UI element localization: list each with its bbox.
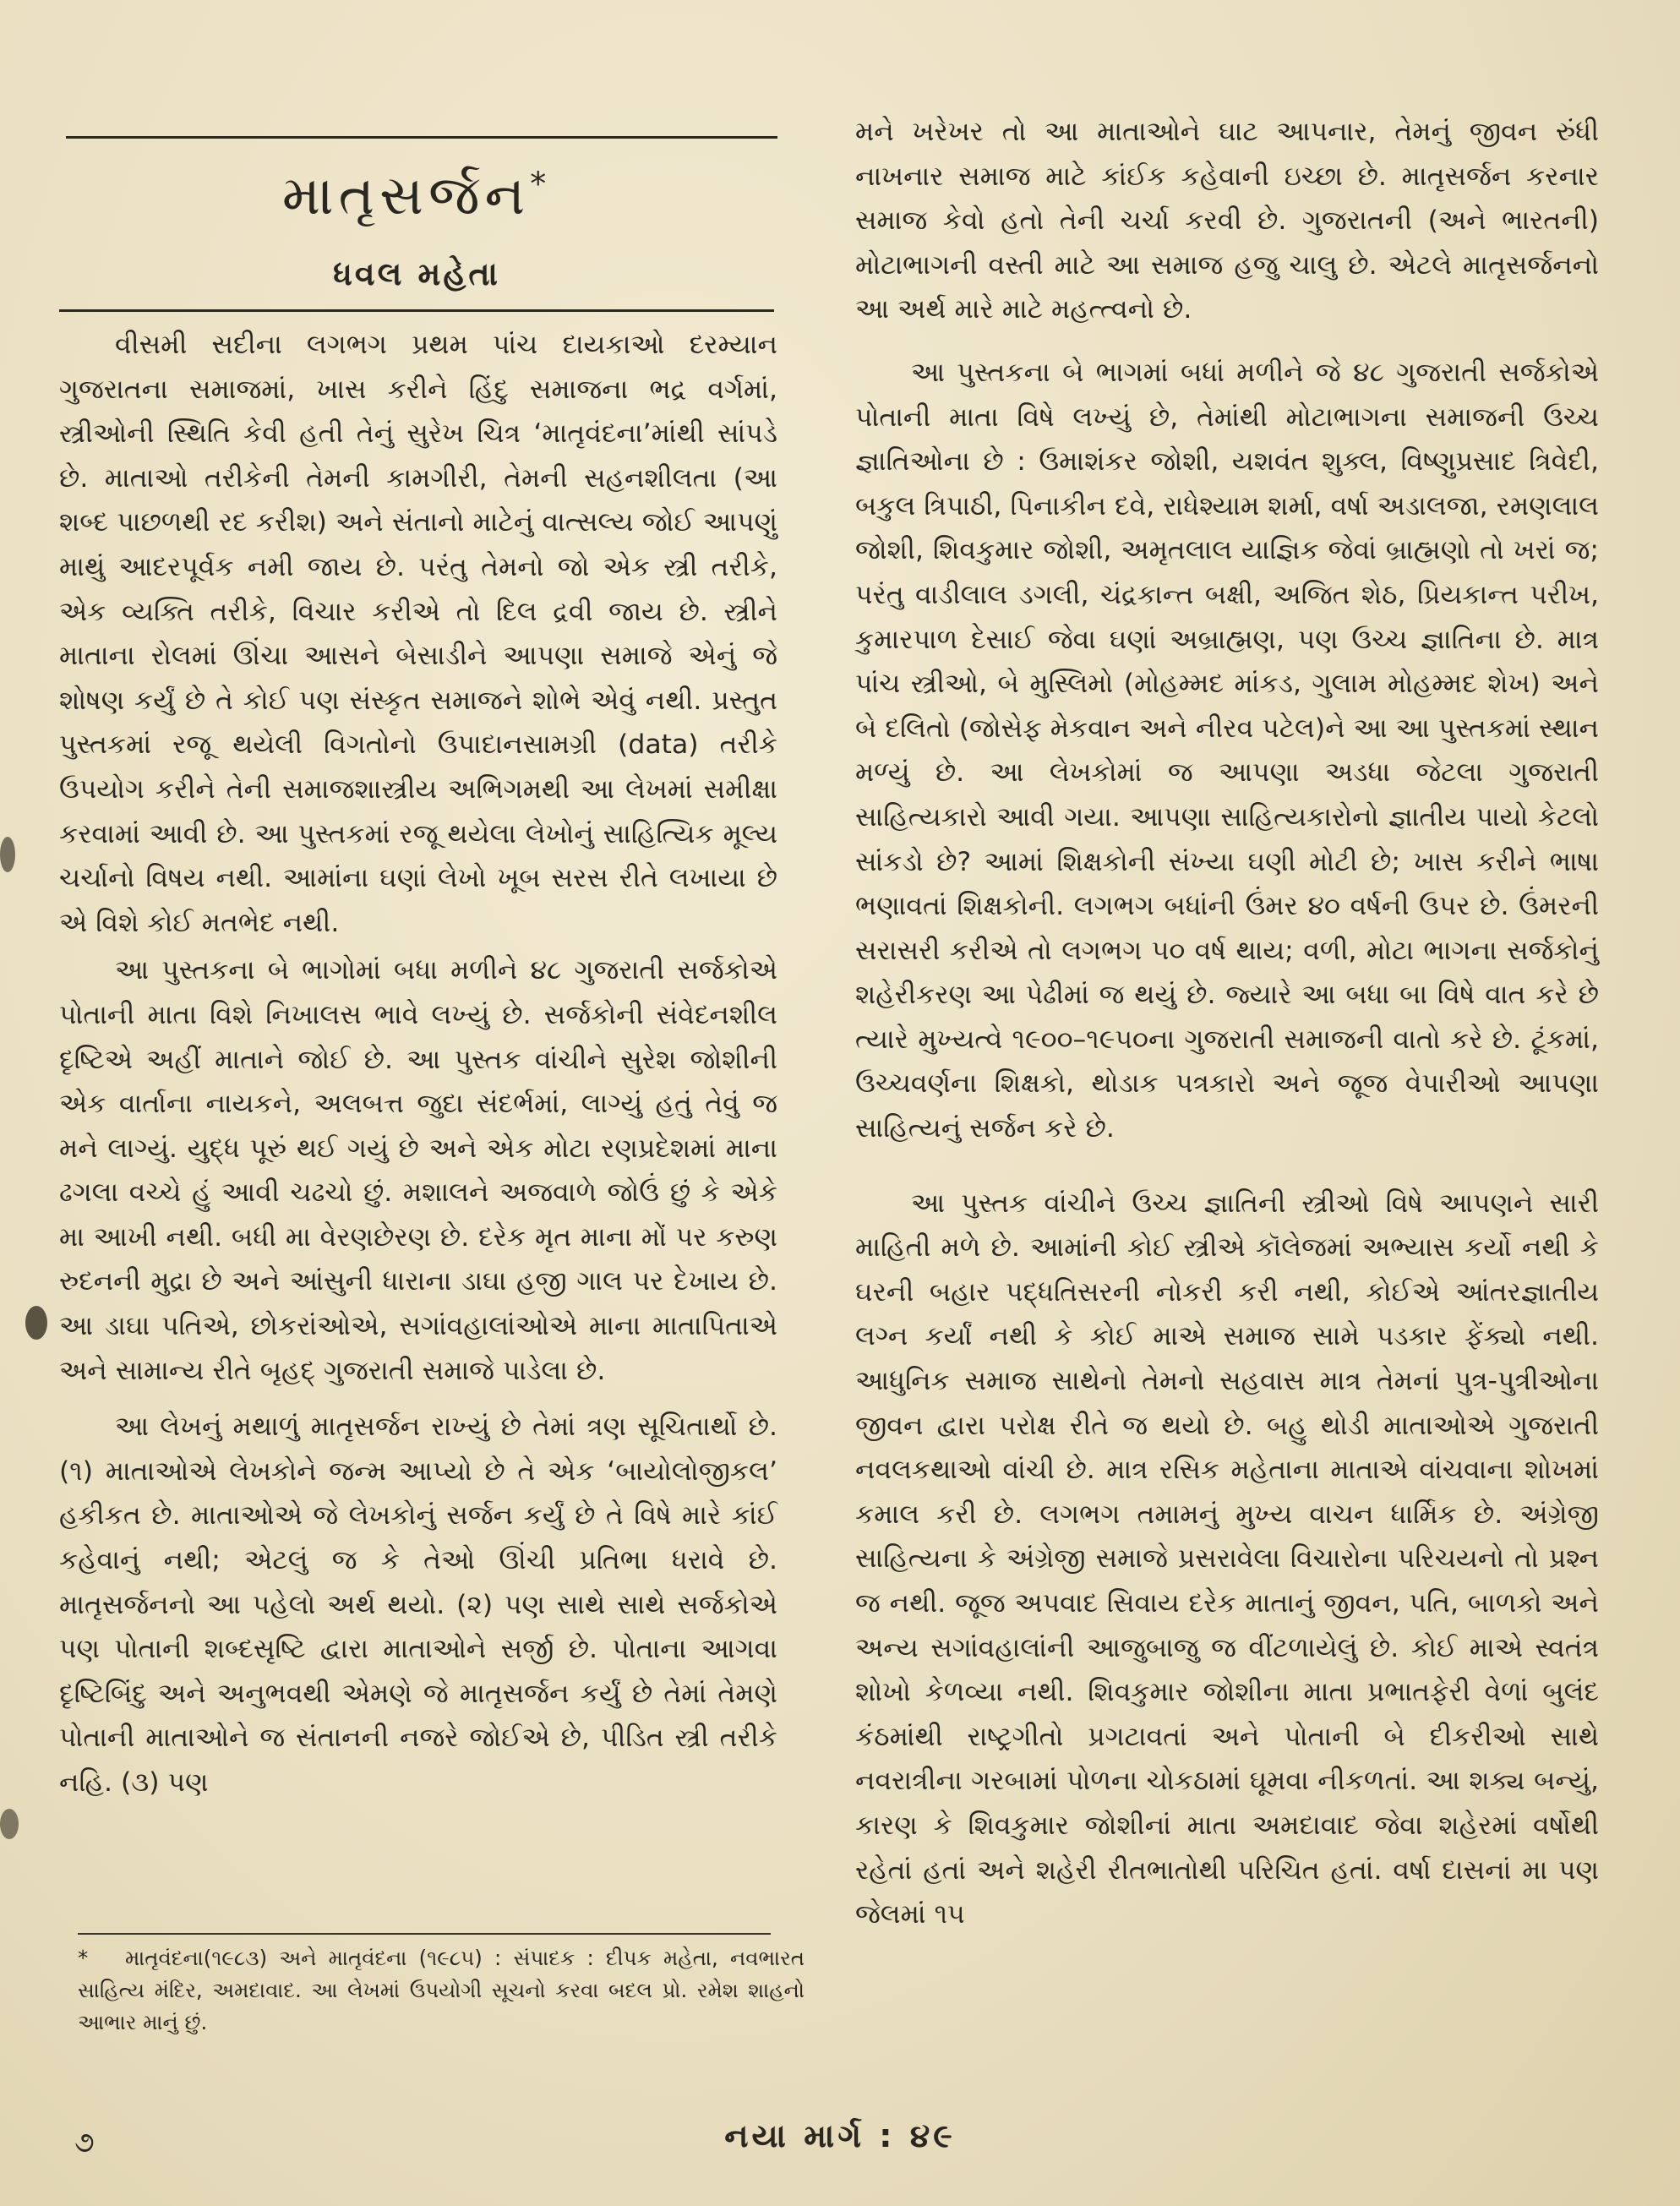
footnote-mark: *	[78, 1946, 89, 1970]
title-text: માતૃસર્જન	[281, 165, 531, 227]
title-rule	[59, 309, 774, 312]
page-stain	[0, 837, 15, 872]
footnote	[78, 1942, 805, 2039]
left-column	[59, 323, 777, 1805]
author-name: ધવલ મહેતા	[333, 255, 500, 292]
right-column	[855, 110, 1599, 1937]
left-paragraph-2: આ પુસ્તકના બે ભાગોમાં બધા મળીને ૪૮ ગુજરાતી સર્જકોએ પોતાની માતા વિશે નિખાલસ ભાવે લખ્યું છે. સર્જકોની સંવેદનશીલ દૃષ્ટિએ અહીં માતાને જોઈ છે. આ પુસ્તક વાંચીને સુરેશ જોશીની એક વાર્તાના નાયકને, અલબત્ત જુદા સંદર્ભમાં, લાગ્યું હતું તેવું જ મને લાગ્યું. યુદ્ધ પૂરું થઈ ગયું છે અને એક મોટા રણપ્રદેશમાં માના ઢગલા વચ્ચે હું આવી ચઢચો છું. મશાલને અજવાળે જોઉં છું કે એકે મા આખી નથી. બધી મા વેરણછેરણ છે. દરેક મૃત માના મોં પર કરુણ રુદનની મુદ્રા છે અને આંસુની ધારાના ડાઘા હજી ગાલ પર દેખાય છે. આ ડાઘા પતિએ, છોકરાંઓએ, સગાંવહાલાંઓએ માના માતાપિતાએ અને સામાન્ય રીતે બૃહદ્ ગુજરાતી સમાજે પાડેલા છે.	[59, 955, 777, 1386]
article-title	[59, 165, 774, 227]
right-paragraph-3: આ પુસ્તક વાંચીને ઉચ્ચ જ્ઞાતિની સ્ત્રીઓ વિષે આપણને સારી માહિતી મળે છે. આમાંની કોઈ સ્ત્રીએ કૉલેજમાં અભ્યાસ કર્યો નથી કે ઘરની બહાર પદ્ધતિસરની નોકરી કરી નથી, કોઈએ આંતરજ્ઞાતીય લગ્ન કર્યાં નથી કે કોઈ માએ સમાજ સામે પડકાર ફેંક્યો નથી. આધુનિક સમાજ સાથેનો તેમનો સહવાસ માત્ર તેમનાં પુત્ર-પુત્રીઓના જીવન દ્વારા પરોક્ષ રીતે જ થયો છે. બહુ થોડી માતાઓએ ગુજરાતી નવલકથાઓ વાંચી છે. માત્ર રસિક મહેતાના માતાએ વાંચવાના શોખમાં કમાલ કરી છે. લગભગ તમામનું મુખ્ય વાચન ધાર્મિક છે. અંગ્રેજી સાહિત્યના કે અંગ્રેજી સમાજે પ્રસરાવેલા વિચારોના પરિચયનો તો પ્રશ્ન જ નથી. જૂજ અપવાદ સિવાય દરેક માતાનું જીવન, પતિ, બાળકો અને અન્ય સગાંવહાલાંની આજુબાજુ જ વીંટળાયેલું છે. કોઈ માએ સ્વતંત્ર શોખો કેળવ્યા નથી. શિવકુમાર જોશીના માતા પ્રભાતફેરી વેળાં બુલંદ કંઠમાંથી રાષ્ટ્રગીતો પ્રગટાવતાં અને પોતાની બે દીકરીઓ સાથે નવરાત્રીના ગરબામાં પોળના ચોકઠામાં ઘૂમવા નીકળતાં. આ શક્ય બન્યું, કારણ કે શિવકુમાર જોશીનાં માતા અમદાવાદ જેવા શહેરમાં વર્ષોથી રહેતાં હતાં અને શહેરી રીતભાતોથી પરિચિત હતાં. વર્ષા દાસનાં મા પણ જેલમાં ૧૫	[855, 1188, 1599, 1930]
right-paragraph-1: મને ખરેખર તો આ માતાઓને ઘાટ આપનાર, તેમનું જીવન રુંધી નાખનાર સમાજ માટે કાંઈક કહેવાની ઇચ્છા છે. માતૃસર્જન કરનાર સમાજ કેવો હતો તેની ચર્ચા કરવી છે. ગુજરાતની (અને ભારતની) મોટાભાગની વસ્તી માટે આ સમાજ હજુ ચાલુ છે. એટલે માતૃસર્જનનો આ અર્થ મારે માટે મહત્ત્વનો છે.	[855, 117, 1599, 325]
left-paragraph-3: આ લેખનું મથાળું માતૃસર્જન રાખ્યું છે તેમાં ત્રણ સૂચિતાર્થો છે. (૧) માતાઓએ લેખકોને જન્મ આપ્યો છે તે એક ‘બાયોલોજીકલ’ હકીકત છે. માતાઓએ જે લેખકોનું સર્જન કર્યું છે તે વિષે મારે કાંઈ કહેવાનું નથી; એટલું જ કે તેઓ ઊંચી પ્રતિભા ધરાવે છે. માતૃસર્જનનો આ પહેલો અર્થ થયો. (૨) પણ સાથે સાથે સર્જકોએ પણ પોતાની શબ્દસૃષ્ટિ દ્વારા માતાઓને સર્જી છે. પોતાના આગવા દૃષ્ટિબિંદુ અને અનુભવથી એમણે જે માતૃસર્જન કર્યું છે તેમાં તેમણે પોતાની માતાઓને જ સંતાનની નજરે જોઈએ છે, પીડિત સ્ત્રી તરીકે નહિ. (૩) પણ	[59, 1412, 777, 1798]
page-stain	[0, 1809, 19, 1839]
page-number: ૭	[74, 2126, 95, 2160]
title-footnote-mark: *	[530, 165, 552, 203]
left-paragraph-1: વીસમી સદીના લગભગ પ્રથમ પાંચ દાયકાઓ દરમ્યાન ગુજરાતના સમાજમાં, ખાસ કરીને હિંદુ સમાજના ભદ્ર વર્ગમાં, સ્ત્રીઓની સ્થિતિ કેવી હતી તેનું સુરેખ ચિત્ર ‘માતૃવંદના’માંથી સાંપડે છે. માતાઓ તરીકેની તેમની કામગીરી, તેમની સહનશીલતા (આ શબ્દ પાછળથી રદ કરીશ) અને સંતાનો માટેનું વાત્સલ્ય જોઈ આપણું માથું આદરપૂર્વક નમી જાય છે. પરંતુ તેમનો જો એક સ્ત્રી તરીકે, એક વ્યક્તિ તરીકે, વિચાર કરીએ તો દિલ દ્રવી જાય છે. સ્ત્રીને માતાના રોલમાં ઊંચા આસને બેસાડીને આપણા સમાજે એનું જે શોષણ કર્યું છે તે કોઈ પણ સંસ્કૃત સમાજને શોભે એવું નથી. પ્રસ્તુત પુસ્તકમાં રજૂ થયેલી વિગતોનો ઉપાદાનસામગ્રી (data) તરીકે ઉપયોગ કરીને તેની સમાજશાસ્ત્રીય અભિગમથી આ લેખમાં સમીક્ષા કરવામાં આવી છે. આ પુસ્તકમાં રજૂ થયેલા લેખોનું સાહિત્યિક મૂલ્ય ચર્ચાનો વિષય નથી. આમાંના ઘણાં લેખો ખૂબ સરસ રીતે લખાયા છે એ વિશે કોઈ મતભેદ નથી.	[59, 330, 777, 938]
journal-footer: નયા માર્ગ : ૪૯	[724, 2117, 956, 2154]
page-stain	[25, 1306, 47, 1340]
top-rule	[66, 136, 777, 139]
footnote-text: માતૃવંદના(૧૯૮૩) અને માતૃવંદના (૧૯૮૫) : સંપાદક : દીપક મહેતા, નવભારત સાહિત્ય મંદિર, અમદાવાદ. આ લેખમાં ઉપયોગી સૂચનો કરવા બદલ પ્રો. રમેશ શાહનો આભાર માનું છું.	[78, 1946, 805, 2034]
footnote-rule	[78, 1933, 771, 1935]
right-paragraph-2: આ પુસ્તકના બે ભાગમાં બધાં મળીને જે ૪૮ ગુજરાતી સર્જકોએ પોતાની માતા વિષે લખ્યું છે, તેમાંથી મોટાભાગના સમાજની ઉચ્ચ જ્ઞાતિઓના છે : ઉમાશંકર જોશી, યશવંત શુક્લ, વિષ્ણુપ્રસાદ ત્રિવેદી, બકુલ ત્રિપાઠી, પિનાકીન દવે, રાધેશ્યામ શર્મા, વર્ષા અડાલજા, રમણલાલ જોશી, શિવકુમાર જોશી, અમૃતલાલ યાજ્ઞિક જેવાં બ્રાહ્મણો તો ખરાં જ; પરંતુ વાડીલાલ ડગલી, ચંદ્રકાન્ત બક્ષી, અજિત શેઠ, પ્રિયકાન્ત પરીખ, કુમારપાળ દેસાઈ જેવા ઘણાં અબ્રાહ્મણ, પણ ઉચ્ચ જ્ઞાતિના છે. માત્ર પાંચ સ્ત્રીઓ, બે મુસ્લિમો (મોહમ્મદ માંકડ, ગુલામ મોહમ્મદ શેખ) અને બે દલિતો (જોસેફ મેકવાન અને નીરવ પટેલ)ને આ આ પુસ્તકમાં સ્થાન મળ્યું છે. આ લેખકોમાં જ આપણા અડધા જેટલા ગુજરાતી સાહિત્યકારો આવી ગયા. આપણા સાહિત્યકારોનો જ્ઞાતીય પાયો કેટલો સાંકડો છે? આમાં શિક્ષકોની સંખ્યા ઘણી મોટી છે; ખાસ કરીને ભાષા ભણાવતાં શિક્ષકોની. લગભગ બધાંની ઉંમર ૪૦ વર્ષની ઉપર છે. ઉંમરની સરાસરી કરીએ તો લગભગ ૫૦ વર્ષ થાય; વળી, મોટા ભાગના સર્જકોનું શહેરીકરણ આ પેઢીમાં જ થયું છે. જ્યારે આ બધા બા વિષે વાત કરે છે ત્યારે મુખ્યત્વે ૧૯૦૦–૧૯૫૦ના ગુજરાતી સમાજની વાતો કરે છે. ટૂંકમાં, ઉચ્ચવર્ણના શિક્ષકો, થોડાક પત્રકારો અને જૂજ વેપારીઓ આપણા સાહિત્યનું સર્જન કરે છે.	[855, 357, 1599, 1144]
